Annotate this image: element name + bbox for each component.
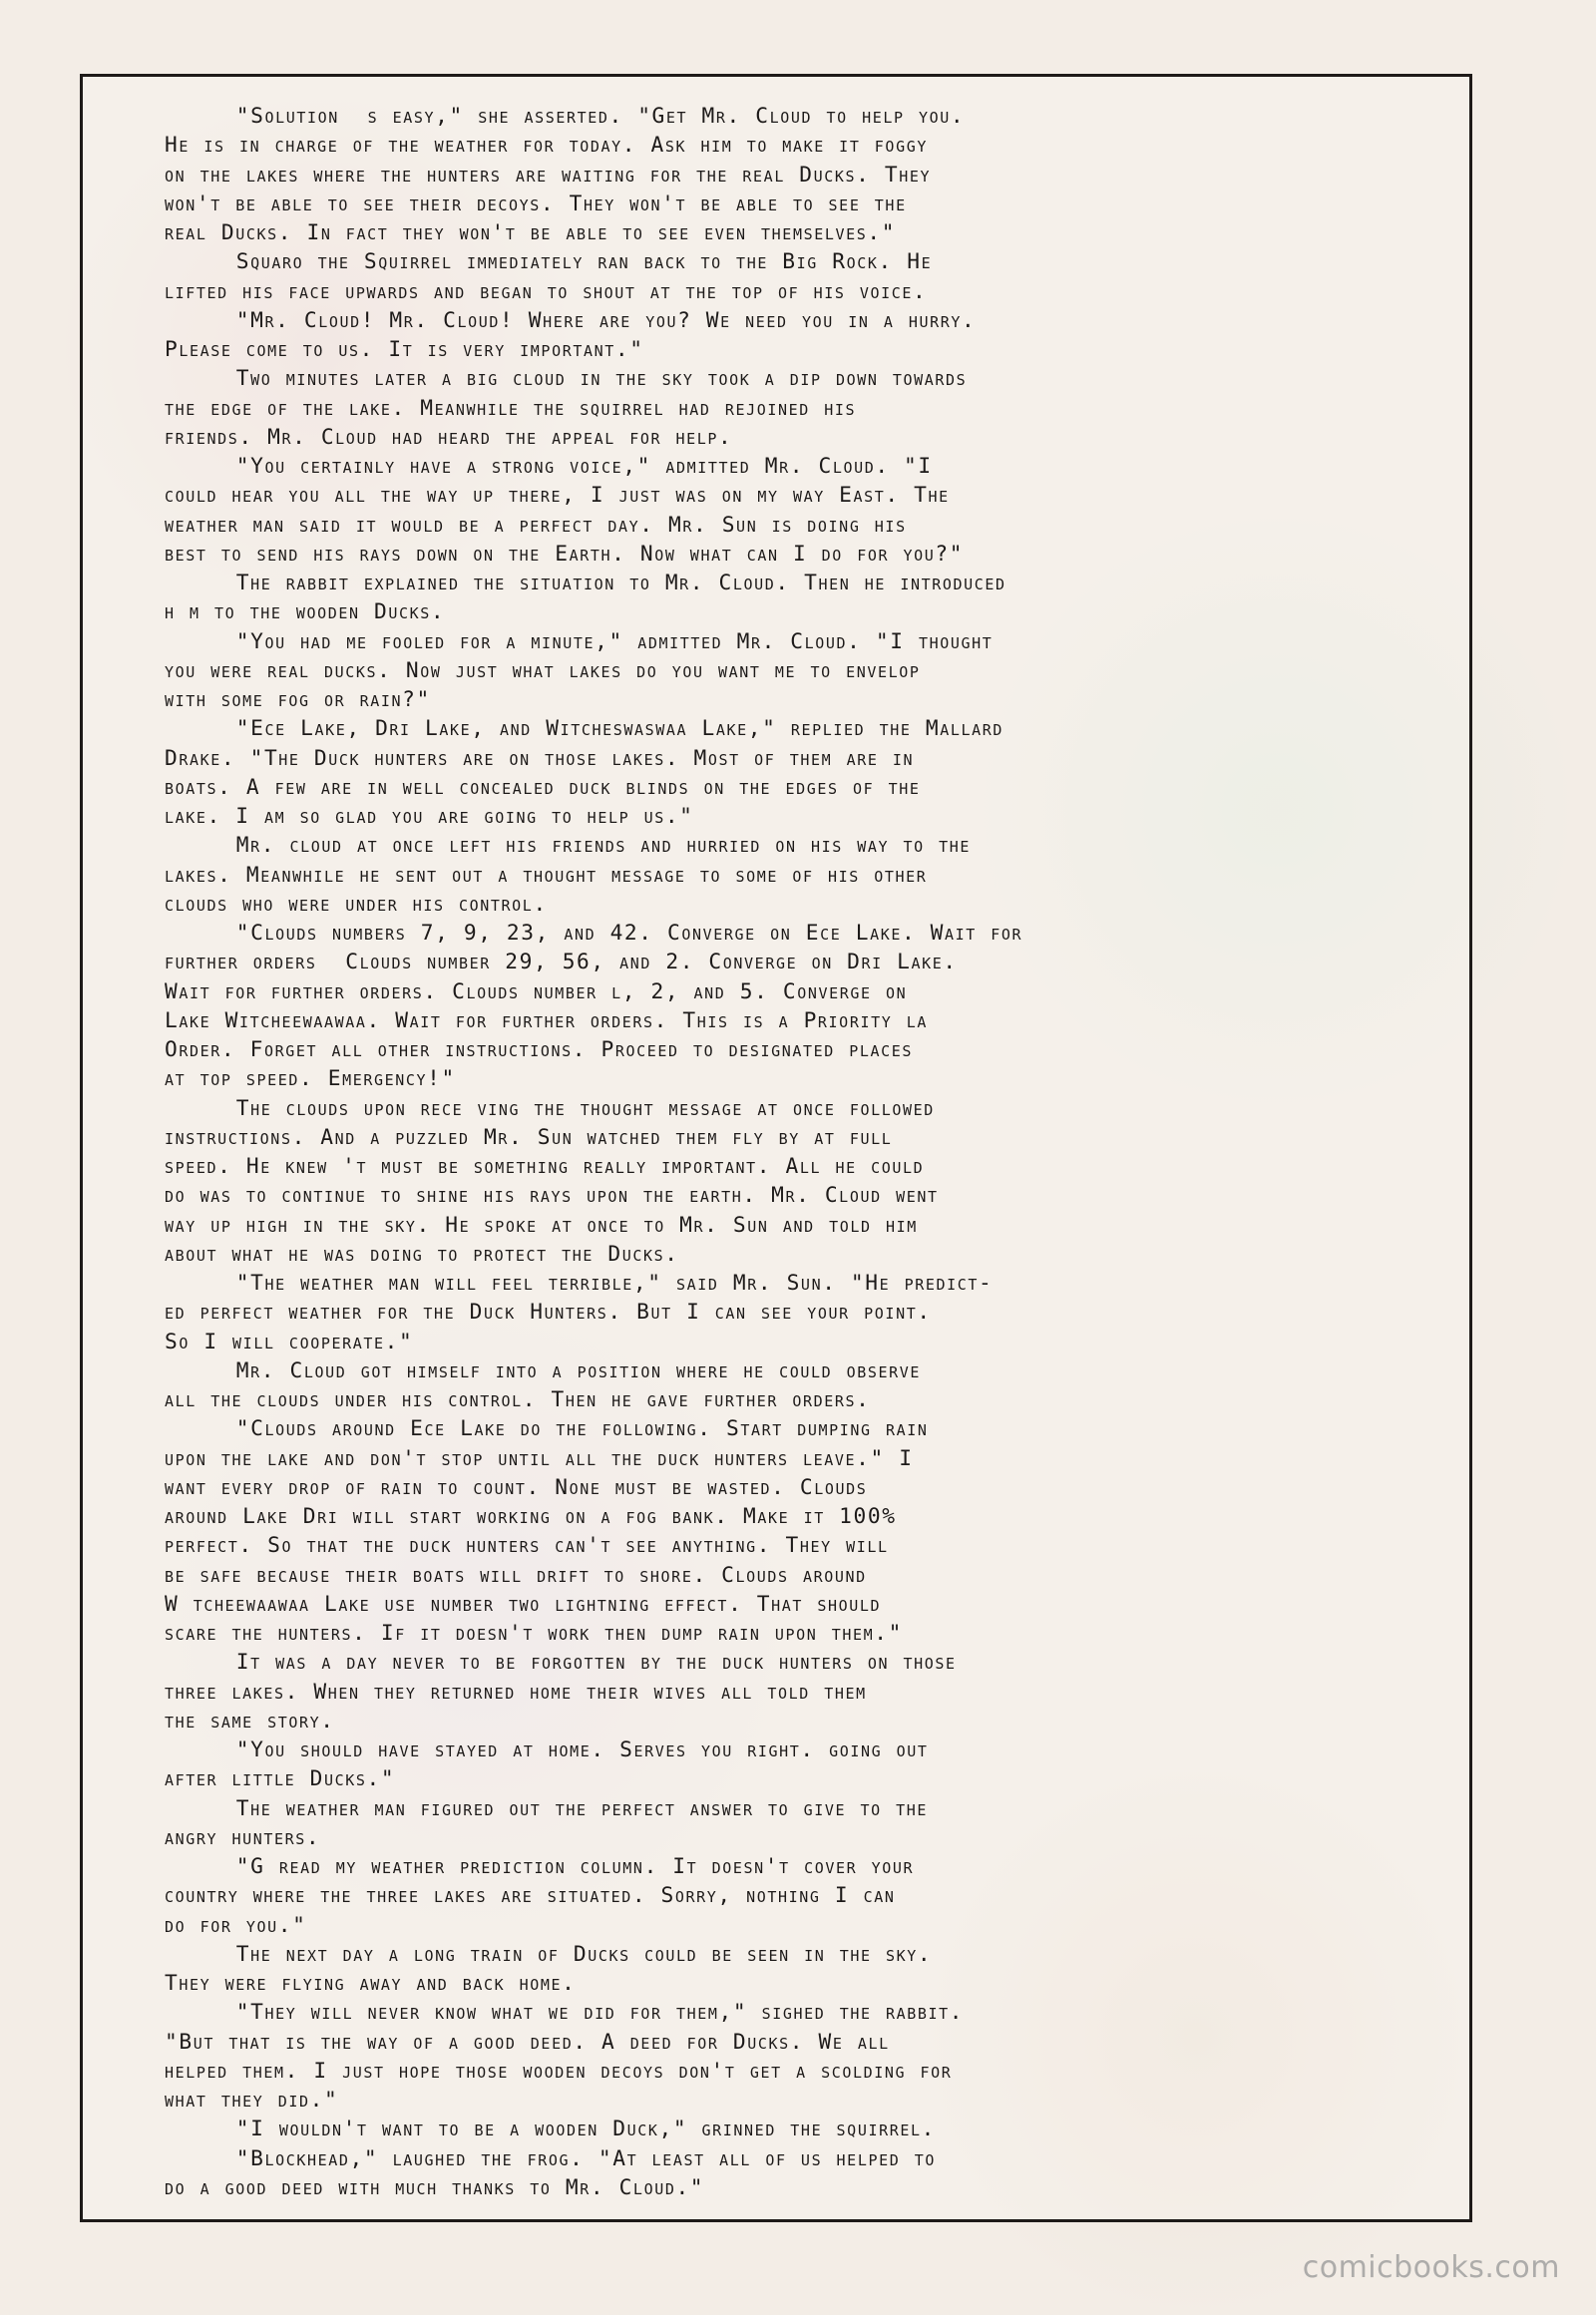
- story-line: could hear you all the way up there, I just was on my way East. The: [165, 482, 950, 508]
- story-line: "You had me fooled for a minute," admitted Mr. Cloud. "I thought: [165, 627, 994, 653]
- story-line: "Clouds around Ece Lake do the following. Start dumping rain: [165, 1415, 929, 1441]
- story-line: country where the three lakes are situated. Sorry, nothing I can: [165, 1882, 896, 1908]
- story-line: further orders Clouds number 29, 56, and 2. Converge on Dri Lake.: [165, 949, 958, 974]
- story-line: at top speed. Emergency!": [165, 1065, 456, 1091]
- story-line: lifted his face upwards and began to shout at the top of his voice.: [165, 277, 928, 303]
- story-line: h m to the wooden Ducks.: [165, 598, 446, 624]
- story-line: boats. A few are in well concealed duck blinds on the edges of the: [165, 773, 921, 799]
- story-line: The next day a long train of Ducks could be seen in the sky.: [165, 1940, 933, 1966]
- story-line: real Ducks. In fact they won't be able to see even themselves.": [165, 219, 897, 244]
- story-line: So I will cooperate.": [165, 1328, 414, 1353]
- story-line: scare the hunters. If it doesn't work then dump rain upon them.": [165, 1620, 903, 1645]
- story-line: friends. Mr. Cloud had heard the appeal for help.: [165, 423, 733, 449]
- story-line: way up high in the sky. He spoke at once to Mr. Sun and told him: [165, 1211, 918, 1237]
- story-line: "But that is the way of a good deed. A deed for Ducks. We all: [165, 2028, 890, 2054]
- story-line: what they did.": [165, 2087, 339, 2112]
- story-line: all the clouds under his control. Then he gave further orders.: [165, 1386, 871, 1411]
- story-line: The rabbit explained the situation to Mr. Cloud. Then he introduced: [165, 570, 1006, 594]
- story-line: the same story.: [165, 1707, 335, 1733]
- story-line: won't be able to see their decoys. They won't be able to see the: [165, 190, 907, 215]
- story-line: three lakes. When they returned home their wives all told them: [165, 1678, 867, 1704]
- story-line: about what he was doing to protect the Ducks.: [165, 1240, 679, 1266]
- story-line: speed. He knew 't must be something really important. All he could: [165, 1153, 925, 1178]
- story-line: "Mr. Cloud! Mr. Cloud! Where are you? We need you in a hurry.: [165, 306, 977, 332]
- story-line: do a good deed with much thanks to Mr. Cloud.": [165, 2173, 705, 2199]
- story-line: The weather man figured out the perfect answer to give to the: [165, 1794, 928, 1820]
- story-line: with some fog or rain?": [165, 686, 431, 711]
- story-line: do was to continue to shine his rays upon the earth. Mr. Cloud went: [165, 1182, 939, 1208]
- story-line: do for you.": [165, 1911, 307, 1937]
- story-line: Please come to us. It is very important.": [165, 336, 644, 361]
- story-line: They were flying away and back home.: [165, 1970, 577, 1995]
- story-line: "I wouldn't want to be a wooden Duck," grinned the squirrel.: [165, 2116, 936, 2141]
- story-line: upon the lake and don't stop until all the duck hunters leave." I: [165, 1444, 914, 1470]
- story-line: "Clouds numbers 7, 9, 23, and 42. Converge on Ece Lake. Wait for: [165, 920, 1023, 945]
- story-line: "Ece Lake, Dri Lake, and Witcheswaswaa Lake," replied the Mallard: [165, 715, 1004, 741]
- story-line: Lake Witcheewaawaa. Wait for further orders. This is a Priority la: [165, 1006, 928, 1032]
- story-line: perfect. So that the duck hunters can't see anything. They will: [165, 1532, 889, 1558]
- story-line: "Blockhead," laughed the frog. "At least all of us helped to: [165, 2144, 936, 2170]
- story-line: The clouds upon rece ving the thought message at once followed: [165, 1094, 935, 1120]
- story-line: "G read my weather prediction column. It doesn't cover your: [165, 1853, 915, 1878]
- story-line: He is in charge of the weather for today. Ask him to make it foggy: [165, 132, 928, 158]
- story-line: Drake. "The Duck hunters are on those lakes. Most of them are in: [165, 744, 915, 770]
- story-line: "You should have stayed at home. Serves you right. going out: [165, 1736, 929, 1761]
- watermark: comicbooks.com: [1302, 2250, 1560, 2285]
- story-line: be safe because their boats will drift to shore. Clouds around: [165, 1561, 867, 1587]
- story-line: "They will never know what we did for them," sighed the rabbit.: [165, 1999, 965, 2025]
- story-line: Mr. Cloud got himself into a position where he could observe: [165, 1356, 922, 1382]
- story-line: "You certainly have a strong voice," admitted Mr. Cloud. "I: [165, 453, 933, 478]
- story-line: Order. Forget all other instructions. Proceed to designated places: [165, 1036, 914, 1061]
- story-line: angry hunters.: [165, 1823, 321, 1849]
- story-line: Two minutes later a big cloud in the sky took a dip down towards: [165, 365, 968, 391]
- story-line: Squaro the Squirrel immediately ran back to the Big Rock. He: [165, 248, 933, 274]
- story-line: weather man said it would be a perfect day. Mr. Sun is doing his: [165, 511, 907, 537]
- story-line: lake. I am so glad you are going to help us.": [165, 803, 694, 828]
- story-line: on the lakes where the hunters are waiting for the real Ducks. They: [165, 161, 932, 187]
- story-line: want every drop of rain to count. None must be wasted. Clouds: [165, 1473, 868, 1499]
- story-line: W tcheewaawaa Lake use number two lightning effect. That should: [165, 1590, 882, 1616]
- story-line: you were real ducks. Now just what lakes do you want me to envelop: [165, 656, 921, 682]
- story-line: around Lake Dri will start working on a fog bank. Make it 100%: [165, 1503, 897, 1528]
- story-line: lakes. Meanwhile he sent out a thought message to some of his other: [165, 861, 928, 887]
- story-frame: [80, 74, 1472, 2222]
- story-line: helped them. I just hope those wooden decoys don't get a scolding for: [165, 2057, 953, 2083]
- story-line: "Solution s easy," she asserted. "Get Mr. Cloud to help you.: [165, 103, 966, 128]
- story-line: the edge of the lake. Meanwhile the squirrel had rejoined his: [165, 394, 857, 420]
- story-line: clouds who were under his control.: [165, 890, 548, 916]
- story-line: instructions. And a puzzled Mr. Sun watched them fly by at full: [165, 1123, 893, 1149]
- story-line: Wait for further orders. Clouds number l, 2, and 5. Converge on: [165, 977, 908, 1003]
- story-line: after little Ducks.": [165, 1765, 396, 1791]
- story-line: Mr. cloud at once left his friends and hurried on his way to the: [165, 832, 972, 858]
- story-line: ed perfect weather for the Duck Hunters. But I can see your point.: [165, 1299, 932, 1325]
- story-line: "The weather man will feel terrible," said Mr. Sun. "He predict-: [165, 1270, 994, 1295]
- story-line: It was a day never to be forgotten by the duck hunters on those: [165, 1649, 957, 1675]
- story-text: [165, 101, 1461, 2201]
- story-line: best to send his rays down on the Earth. Now what can I do for you?": [165, 540, 965, 566]
